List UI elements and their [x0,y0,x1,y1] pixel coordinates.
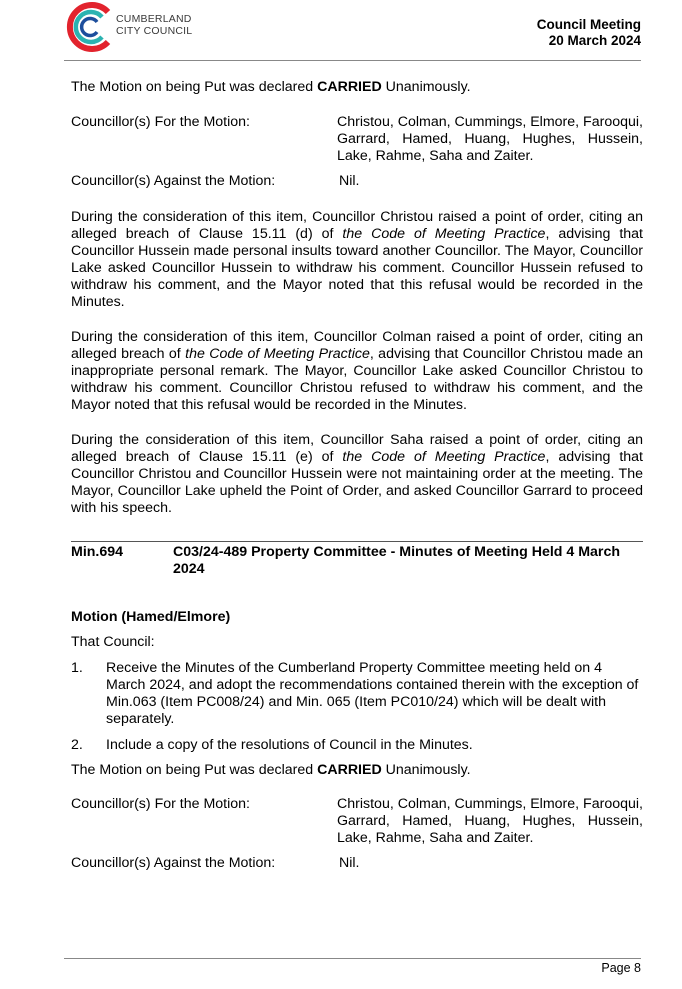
cumberland-logo-icon [64,0,116,54]
header-divider [64,60,641,61]
vote-against-label: Councillor(s) Against the Motion: [71,173,276,189]
vote-against-value: Nil. [339,855,360,871]
meeting-header [537,17,641,49]
item-number: Min.694 [71,544,124,560]
list-text: Include a copy of the resolutions of Council in the Minutes. [106,737,473,753]
that-council: That Council: [71,634,155,650]
vote-against-label: Councillor(s) Against the Motion: [71,855,276,871]
top-result: The Motion on being Put was declared CARRIED Unanimously. [71,79,471,95]
list-text: Receive the Minutes of the Cumberland Property Committee meeting held on 4 March 2024, and adopt the recommendations contained therein with the exception of Min.063 (Item PC008/24) and Min. 065 (Item PC010/24) which will be dealt with separately. [106,660,639,727]
meeting-date: 20 March 2024 [548,33,641,48]
vote-for-label: Councillor(s) For the Motion: [71,796,250,812]
list-item [71,660,643,728]
point-of-order-3: During the consideration of this item, Councillor Saha raised a point of order, citing an alleged breach of Clause 15.11 (e) of the Code of Meeting Practice, advising that Councillor Christou and Councillor Hussein were not maintaining order at the meeting. The Mayor, Councillor Lake upheld the Point of Order, and asked Councillor Garrard to proceed with his speech. [71,432,643,516]
point-of-order-2: During the consideration of this item, Councillor Colman raised a point of order, citing an alleged breach of the Code of Meeting Practice, advising that Councillor Christou made an inappropriate personal remark. The Mayor, Councillor Lake asked Councillor Christou to withdraw his comment. Councillor Christou refused to withdraw his comment, and the Mayor noted that this refusal would be recorded in the Minutes. [71,329,643,413]
vote-against-value: Nil. [339,173,360,189]
item-heading [71,541,643,578]
list-item [71,737,643,754]
vote-for-value: Christou, Colman, Cummings, Elmore, Farooqui, Garrard, Hamed, Huang, Hughes, Hussein, Lake, Rahme, Saha and Zaiter. [337,114,643,164]
list-number: 1. [71,660,83,676]
motion-heading: Motion (Hamed/Elmore) [71,609,231,625]
vote-for-label: Councillor(s) For the Motion: [71,114,250,130]
vote-for-value: Christou, Colman, Cummings, Elmore, Farooqui, Garrard, Hamed, Huang, Hughes, Hussein, Lake, Rahme, Saha and Zaiter. [337,796,643,846]
org-name-line2: CITY COUNCIL [116,24,193,37]
point-of-order-1: During the consideration of this item, Councillor Christou raised a point of order, citing an alleged breach of Clause 15.11 (d) of the Code of Meeting Practice, advising that Councillor Hussein made personal insults toward another Councillor. The Mayor, Councillor Lake asked Councillor Hussein to withdraw his comment. Councillor Hussein refused to withdraw his comment, and the Mayor noted that this refusal would be recorded in the Minutes. [71,209,643,310]
org-name [116,14,192,37]
footer-divider [64,958,641,959]
meeting-title: Council Meeting [536,17,641,32]
item-title: C03/24-489 Property Committee - Minutes of Meeting Held 4 March 2024 [173,544,621,577]
item-result: The Motion on being Put was declared CARRIED Unanimously. [71,762,471,778]
page-number: Page 8 [601,961,641,975]
org-name-line1: CUMBERLAND [116,13,192,25]
list-number: 2. [71,737,83,753]
